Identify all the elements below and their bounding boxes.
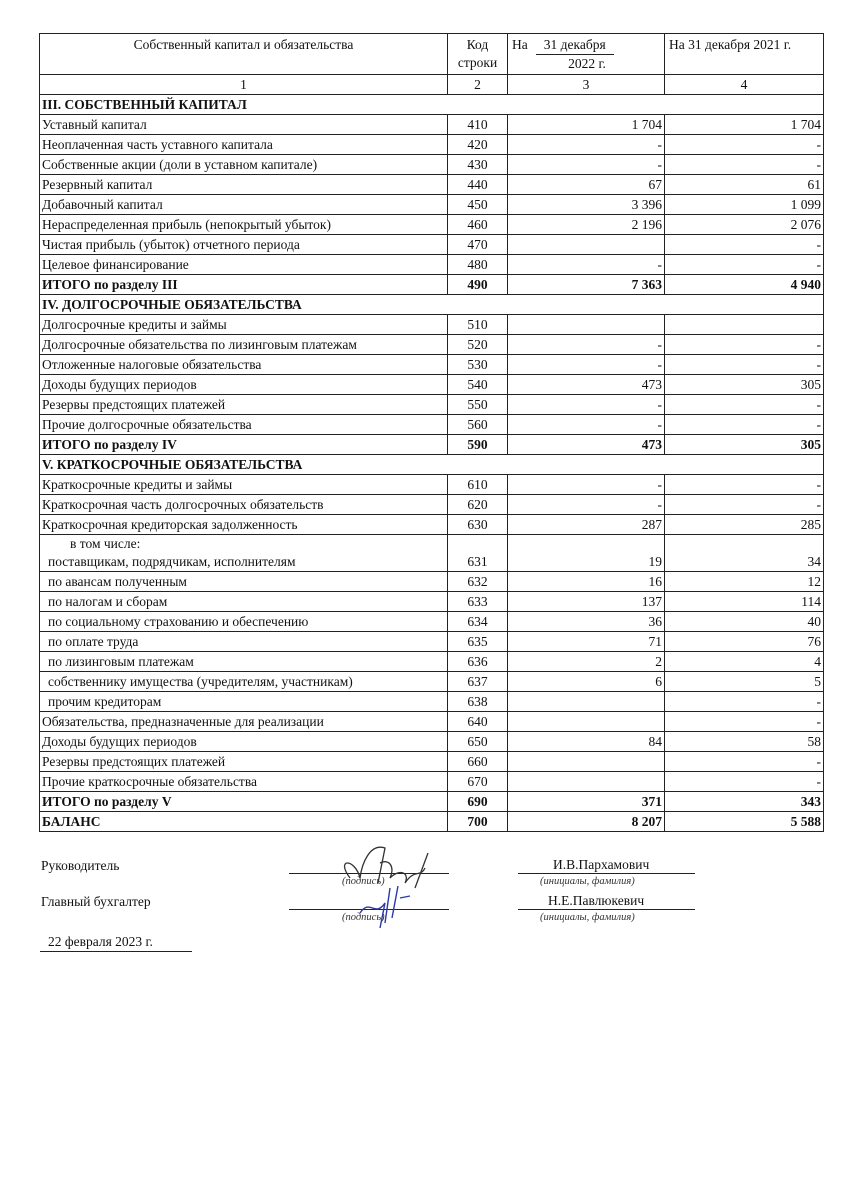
header-row [40, 34, 824, 75]
value-2022: - [508, 475, 665, 495]
header-code-line1: Код [466, 37, 489, 52]
value-2021: 40 [665, 612, 824, 632]
value-2022: - [508, 335, 665, 355]
column-numbers-row [40, 75, 824, 95]
row-label: ИТОГО по разделу III [40, 275, 448, 295]
row-label: Уставный капитал [40, 115, 448, 135]
table-row [40, 732, 824, 752]
head-name: И.В.Пархамович [553, 857, 650, 872]
row-label: Долгосрочные кредиты и займы [40, 315, 448, 335]
row-label: Добавочный капитал [40, 195, 448, 215]
value-2021: - [665, 692, 824, 712]
table-row [40, 495, 824, 515]
value-2022: 8 207 [508, 812, 665, 832]
row-label: прочим кредиторам [40, 692, 448, 712]
table-row [40, 255, 824, 275]
row-code: 634 [448, 612, 508, 632]
value-2022: 84 [508, 732, 665, 752]
row-label: Резервный капитал [40, 175, 448, 195]
header-2022-year: 2022 г. [568, 56, 606, 71]
table-row [40, 215, 824, 235]
table-row [40, 355, 824, 375]
head-title: Руководитель [41, 858, 120, 873]
row-code: 520 [448, 335, 508, 355]
row-label: Долгосрочные обязательства по лизинговым платежам [40, 335, 448, 355]
value-2022: 473 [508, 435, 665, 455]
head-name-caption: (инициалы, фамилия) [540, 876, 635, 887]
value-2021: 4 [665, 652, 824, 672]
value-2022 [508, 315, 665, 335]
table-row [40, 395, 824, 415]
row-code: 637 [448, 672, 508, 692]
row-label: Отложенные налоговые обязательства [40, 355, 448, 375]
accountant-name-caption: (инициалы, фамилия) [540, 912, 635, 923]
table-row [40, 315, 824, 335]
row-code: 660 [448, 752, 508, 772]
row-label: Собственные акции (доли в уставном капитале) [40, 155, 448, 175]
head-name-line [518, 873, 695, 874]
column-number: 2 [448, 75, 508, 95]
header-2022-prefix: На [512, 37, 528, 52]
value-2022: - [508, 495, 665, 515]
row-code: 460 [448, 215, 508, 235]
table-row [40, 712, 824, 732]
value-2022: 7 363 [508, 275, 665, 295]
value-2022: 137 [508, 592, 665, 612]
table-row [40, 475, 824, 495]
row-code: 530 [448, 355, 508, 375]
accountant-name: Н.Е.Павлюкевич [548, 893, 645, 908]
row-code: 550 [448, 395, 508, 415]
row-code: 632 [448, 572, 508, 592]
section-title: V. КРАТКОСРОЧНЫЕ ОБЯЗАТЕЛЬСТВА [40, 455, 824, 475]
row-code: 635 [448, 632, 508, 652]
value-2021: 58 [665, 732, 824, 752]
value-2022 [508, 235, 665, 255]
value-2022: 3 396 [508, 195, 665, 215]
row-code: 420 [448, 135, 508, 155]
table-subrow [40, 572, 824, 592]
value-2022 [508, 692, 665, 712]
row-code: 430 [448, 155, 508, 175]
column-number: 4 [665, 75, 824, 95]
table-row [40, 115, 824, 135]
row-label: собственнику имущества (учредителям, участникам) [40, 672, 448, 692]
row-label: ИТОГО по разделу V [40, 792, 448, 812]
value-2021: 76 [665, 632, 824, 652]
row-label: поставщикам, подрядчикам, исполнителям [48, 554, 296, 569]
row-label: Чистая прибыль (убыток) отчетного периода [40, 235, 448, 255]
value-2021: 1 099 [665, 195, 824, 215]
value-2022 [508, 772, 665, 792]
value-2021: - [665, 415, 824, 435]
header-col-code [448, 34, 508, 75]
section-title-row [40, 455, 824, 475]
value-2021: - [665, 395, 824, 415]
value-2022: - [508, 415, 665, 435]
row-label [40, 535, 448, 572]
row-code: 590 [448, 435, 508, 455]
row-label: Доходы будущих периодов [40, 732, 448, 752]
value-2022: 16 [508, 572, 665, 592]
section-title-row [40, 295, 824, 315]
value-2021: - [665, 235, 824, 255]
row-code: 470 [448, 235, 508, 255]
value-2021: 1 704 [665, 115, 824, 135]
row-code: 636 [448, 652, 508, 672]
value-2021: 2 076 [665, 215, 824, 235]
row-code: 630 [448, 515, 508, 535]
table-subrow [40, 592, 824, 612]
row-label: Прочие долгосрочные обязательства [40, 415, 448, 435]
table-subrow [40, 612, 824, 632]
row-code: 650 [448, 732, 508, 752]
value-2021: - [665, 155, 824, 175]
table-subrow [40, 672, 824, 692]
table-subrow [40, 652, 824, 672]
row-code: 631 [448, 535, 508, 572]
row-code: 620 [448, 495, 508, 515]
column-number: 1 [40, 75, 448, 95]
row-code: 560 [448, 415, 508, 435]
header-code-line2: строки [457, 55, 498, 70]
value-2022: 2 196 [508, 215, 665, 235]
row-label: Обязательства, предназначенные для реализации [40, 712, 448, 732]
column-number: 3 [508, 75, 665, 95]
value-2022: - [508, 395, 665, 415]
row-label: Нераспределенная прибыль (непокрытый убыток) [40, 215, 448, 235]
value-2021: 114 [665, 592, 824, 612]
row-label: Прочие краткосрочные обязательства [40, 772, 448, 792]
row-code: 640 [448, 712, 508, 732]
table-row-including [40, 535, 824, 572]
date-line [40, 951, 192, 952]
header-2022-date: 31 декабря [536, 36, 614, 55]
value-2022: 1 704 [508, 115, 665, 135]
row-label: Резервы предстоящих платежей [40, 752, 448, 772]
accountant-sign-caption: (подпись) [342, 912, 385, 923]
row-label: по социальному страхованию и обеспечению [40, 612, 448, 632]
value-2021: - [665, 355, 824, 375]
head-signature [345, 847, 428, 888]
row-label: по оплате труда [40, 632, 448, 652]
balance-sheet-table [39, 33, 824, 832]
value-2022: 71 [508, 632, 665, 652]
value-2022: - [508, 135, 665, 155]
value-2021 [665, 315, 824, 335]
row-label: Доходы будущих периодов [40, 375, 448, 395]
value-2022: - [508, 355, 665, 375]
value-2022 [508, 712, 665, 732]
value-2021: - [665, 772, 824, 792]
row-label: БАЛАНС [40, 812, 448, 832]
table-row [40, 515, 824, 535]
value-2021: 5 [665, 672, 824, 692]
table-row [40, 155, 824, 175]
value-2021: 4 940 [665, 275, 824, 295]
header-col-label: Собственный капитал и обязательства [40, 34, 448, 75]
table-row [40, 195, 824, 215]
value-2022: - [508, 255, 665, 275]
table-row [40, 375, 824, 395]
row-code: 490 [448, 275, 508, 295]
row-label: Краткосрочные кредиты и займы [40, 475, 448, 495]
row-label: по налогам и сборам [40, 592, 448, 612]
value-2021: - [665, 495, 824, 515]
report-date: 22 февраля 2023 г. [48, 934, 153, 949]
accountant-signature [360, 886, 410, 928]
value-2021: - [665, 255, 824, 275]
value-2022: 67 [508, 175, 665, 195]
value-2021: - [665, 752, 824, 772]
value-2022: 287 [508, 515, 665, 535]
table-row [40, 752, 824, 772]
table-row [40, 335, 824, 355]
section-total-row [40, 435, 824, 455]
table-row [40, 235, 824, 255]
section-total-row [40, 792, 824, 812]
table-row [40, 175, 824, 195]
value-2022: 473 [508, 375, 665, 395]
row-code: 690 [448, 792, 508, 812]
value-2021: 12 [665, 572, 824, 592]
value-2021: 34 [665, 535, 824, 572]
header-col-2022 [508, 34, 665, 75]
value-2021: 305 [665, 375, 824, 395]
row-label: Целевое финансирование [40, 255, 448, 275]
value-2022: - [508, 155, 665, 175]
row-code: 480 [448, 255, 508, 275]
value-2021: - [665, 335, 824, 355]
row-code: 410 [448, 115, 508, 135]
row-code: 670 [448, 772, 508, 792]
head-sign-caption: (подпись) [342, 876, 385, 887]
table-subrow [40, 632, 824, 652]
row-label: ИТОГО по разделу IV [40, 435, 448, 455]
accountant-name-line [518, 909, 695, 910]
value-2021: - [665, 135, 824, 155]
table-subrow [40, 692, 824, 712]
table-row [40, 772, 824, 792]
value-2021: 305 [665, 435, 824, 455]
value-2021: - [665, 475, 824, 495]
section-title-row [40, 95, 824, 115]
row-code: 700 [448, 812, 508, 832]
value-2021: 285 [665, 515, 824, 535]
row-label: Неоплаченная часть уставного капитала [40, 135, 448, 155]
table-row [40, 415, 824, 435]
row-label: Краткосрочная часть долгосрочных обязательств [40, 495, 448, 515]
value-2022: 6 [508, 672, 665, 692]
value-2021: - [665, 712, 824, 732]
signature-scribble [330, 828, 470, 938]
section-title: III. СОБСТВЕННЫЙ КАПИТАЛ [40, 95, 824, 115]
row-code: 510 [448, 315, 508, 335]
row-code: 610 [448, 475, 508, 495]
row-code: 450 [448, 195, 508, 215]
section-title: IV. ДОЛГОСРОЧНЫЕ ОБЯЗАТЕЛЬСТВА [40, 295, 824, 315]
accountant-title: Главный бухгалтер [41, 894, 151, 909]
header-col-2021: На 31 декабря 2021 г. [665, 34, 824, 75]
value-2022 [508, 752, 665, 772]
row-label: Резервы предстоящих платежей [40, 395, 448, 415]
value-2021: 343 [665, 792, 824, 812]
row-code: 633 [448, 592, 508, 612]
value-2021: 5 588 [665, 812, 824, 832]
value-2021: 61 [665, 175, 824, 195]
row-label: по лизинговым платежам [40, 652, 448, 672]
value-2022: 2 [508, 652, 665, 672]
row-label: по авансам полученным [40, 572, 448, 592]
row-code: 440 [448, 175, 508, 195]
section-total-row [40, 275, 824, 295]
row-code: 638 [448, 692, 508, 712]
row-code: 540 [448, 375, 508, 395]
row-label: Краткосрочная кредиторская задолженность [40, 515, 448, 535]
table-row [40, 135, 824, 155]
value-2022: 36 [508, 612, 665, 632]
value-2022: 371 [508, 792, 665, 812]
value-2022: 19 [508, 535, 665, 572]
including-label: в том числе: [70, 536, 141, 551]
